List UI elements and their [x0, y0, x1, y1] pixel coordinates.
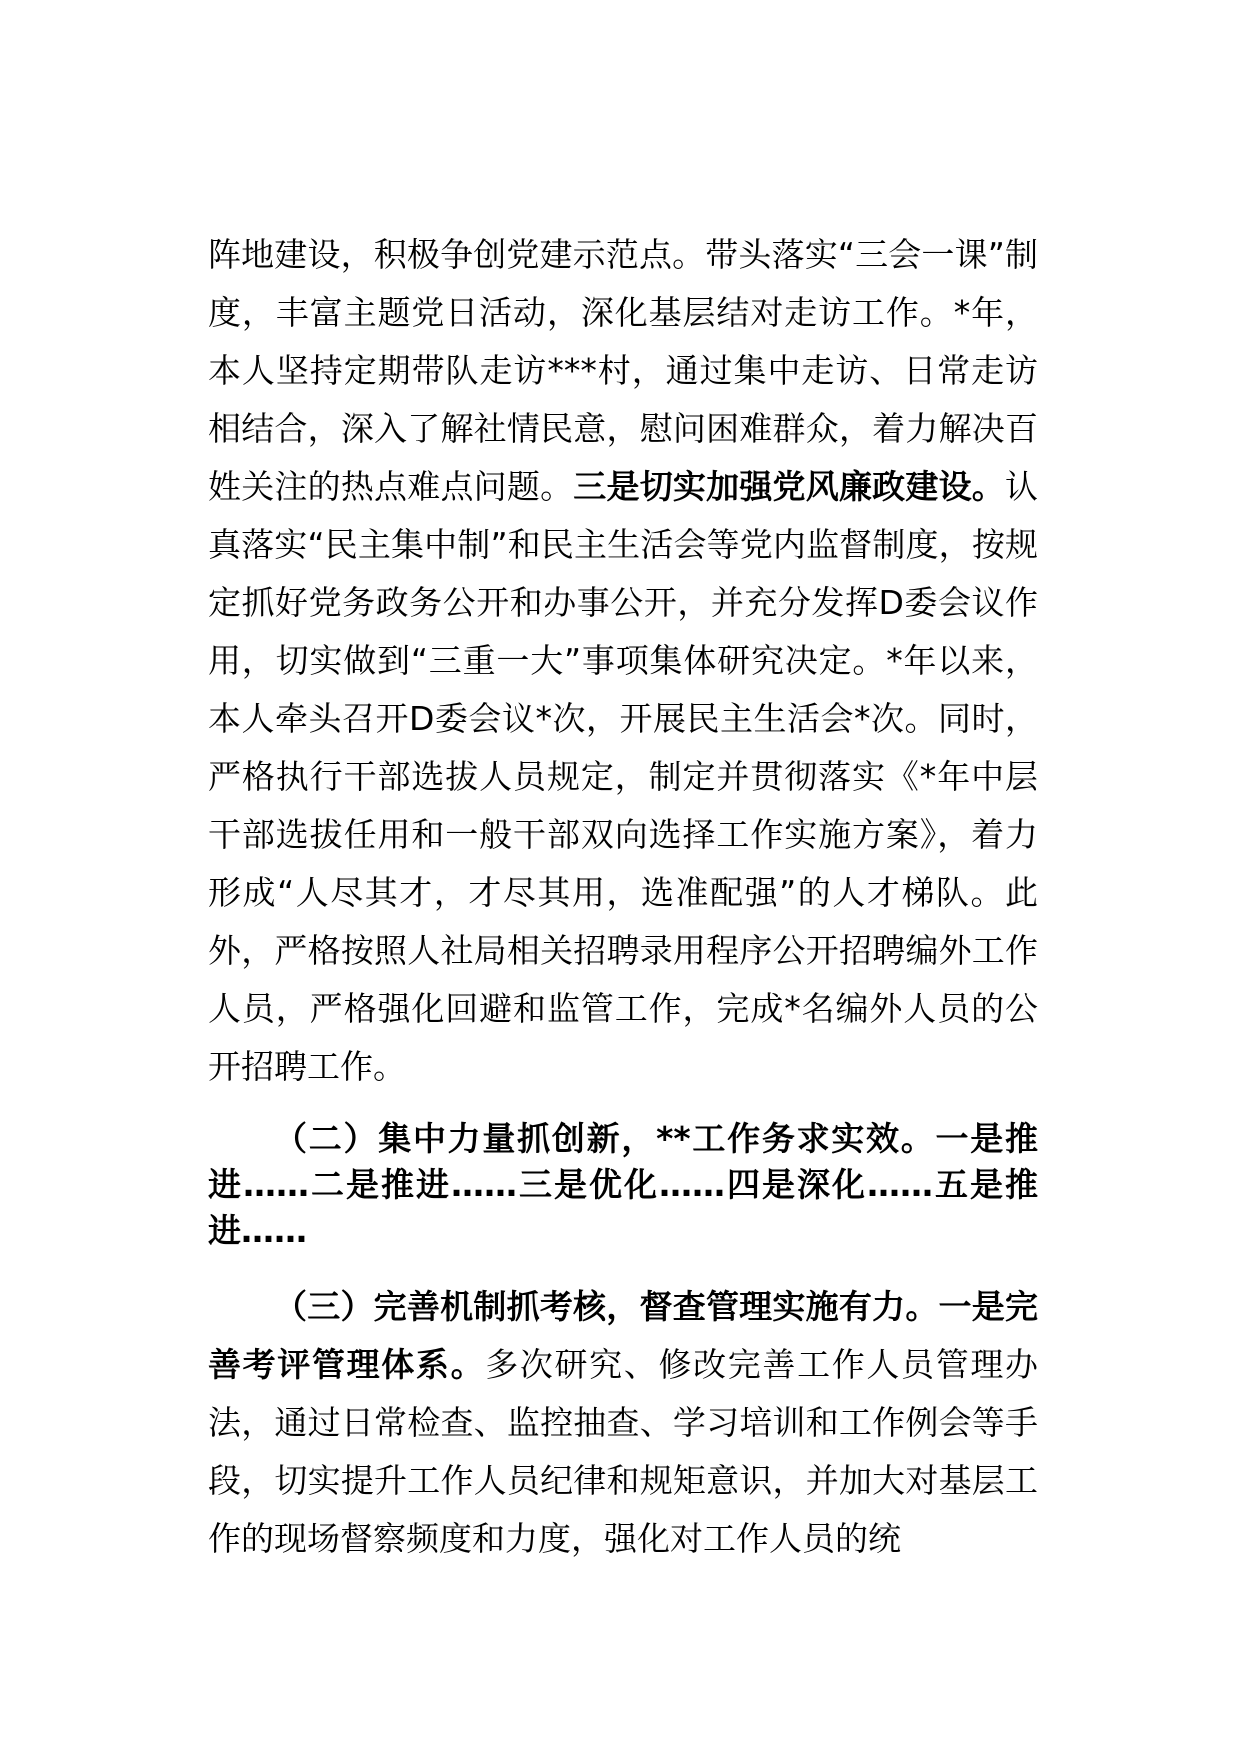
paragraph-text: 阵地建设，积极争创党建示范点。带头落实“三会一课”制度，丰富主题党日活动，深化基层结对走访工作。*年，本人坚持定期带队走访***村，通过集中走访、日常走访相结合，深入了解社情民意，慰问困难群众，着力解决百姓关注的热点难点问题。: [208, 235, 1038, 506]
bold-subheading: 三是切实加强党风廉政建设。: [573, 467, 1006, 506]
paragraph-spacer: [208, 1096, 1038, 1116]
paragraph-assessment: [208, 1278, 1038, 1568]
section-heading-innovation: （二）集中力量抓创新，**工作务求实效。一是推进……二是推进……三是优化……四是深化……五是推进……: [208, 1119, 1038, 1250]
document-page: [208, 226, 1038, 1568]
paragraph-text: 多次研究、修改完善工作人员管理办法，通过日常检查、监控抽查、学习培训和工作例会等手段，切实提升工作人员纪律和规矩意识，并加大对基层工作的现场督察频度和力度，强化对工作人员的统: [208, 1345, 1039, 1558]
paragraph-spacer: [208, 1254, 1038, 1278]
paragraph-party-building: [208, 226, 1038, 1096]
bold-subheading: （三）完善机制抓考核，督查管理实施有力。一是完善考评管理体系。: [208, 1287, 1038, 1384]
paragraph-text: 认真落实“民主集中制”和民主生活会等党内监督制度，按规定抓好党务政务公开和办事公开，并充分发挥D委会议作用，切实做到“三重一大”事项集体研究决定。*年以来，本人牵头召开D委会议*次，开展民主生活会*次。同时，严格执行干部选拔人员规定，制定并贯彻落实《*年中层干部选拔任用和一般干部双向选择工作实施方案》，着力形成“人尽其才，才尽其用，选准配强”的人才梯队。此外，严格按照人社局相关招聘录用程序公开招聘编外工作人员，严格强化回避和监管工作，完成*名编外人员的公开招聘工作。: [208, 467, 1039, 1086]
